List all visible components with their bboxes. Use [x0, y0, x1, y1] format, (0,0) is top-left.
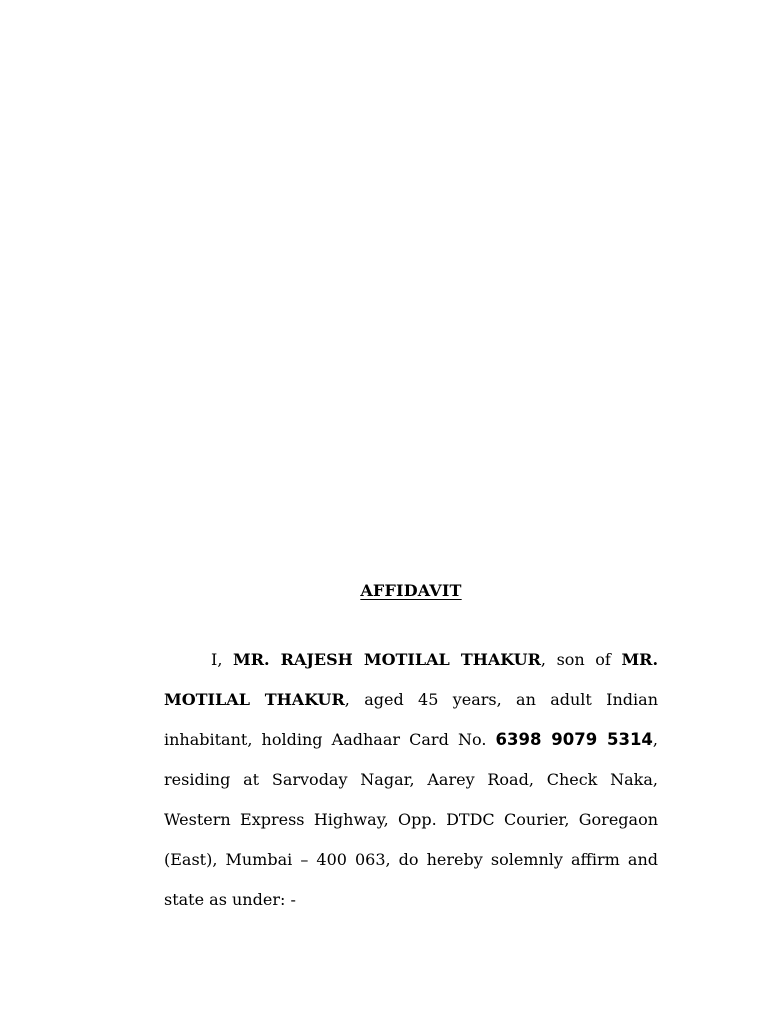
intro-text: I,	[211, 650, 233, 669]
address-text: , residing at Sarvoday Nagar, Aarey Road, Check Naka, Western Express Highway, Opp. DTDC Courier, Goregaon (East), Mumbai – 400 063, do hereby solemnly affirm and state as under: -	[164, 730, 659, 909]
affidavit-paragraph	[164, 640, 658, 920]
document-title: AFFIDAVIT	[360, 581, 462, 600]
deponent-name: MR. RAJESH MOTILAL THAKUR	[233, 650, 541, 669]
aadhaar-number: 6398 9079 5314	[495, 730, 653, 749]
son-of-text: , son of	[540, 650, 622, 669]
father-name: MR. MOTILAL THAKUR	[164, 650, 659, 709]
details-text: , aged 45 years, an adult Indian inhabitant, holding Aadhaar Card No.	[164, 690, 659, 749]
